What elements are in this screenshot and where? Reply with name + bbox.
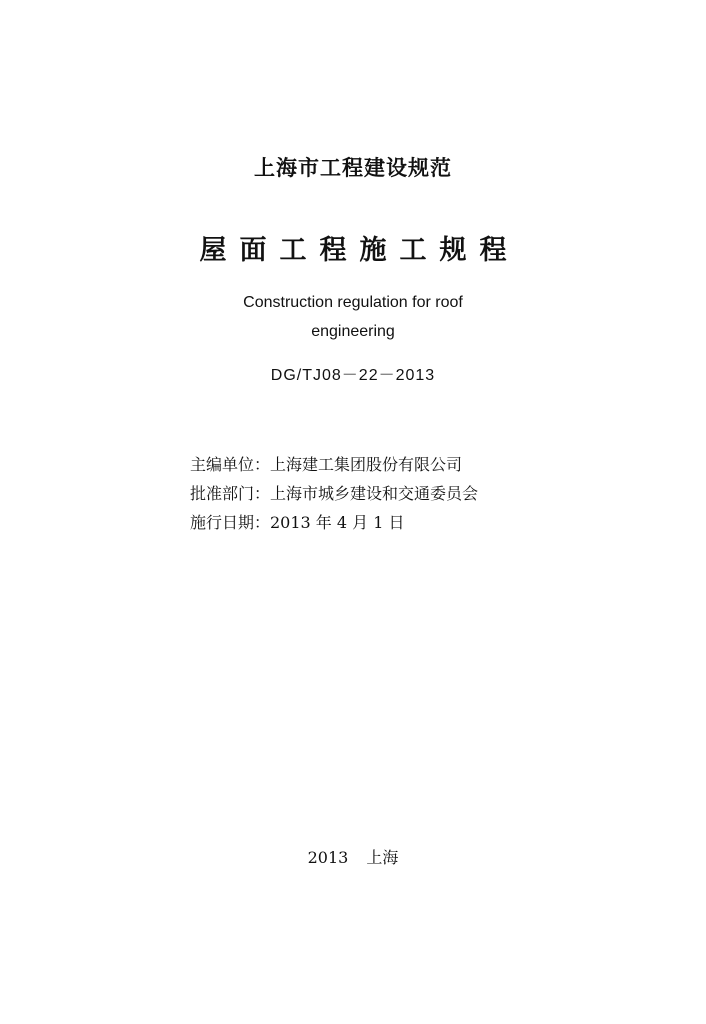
footer-year: 2013 [307,848,349,867]
english-title-line-2: engineering [311,323,395,340]
approval-department: 批准部门：上海市城乡建设和交通委员会 [190,484,479,503]
effective-date: 施行日期：2013 年 4 月 1 日 [190,513,405,532]
series-title: 上海市工程建设规范 [254,156,452,180]
document-title: 屋面工程施工规程 [199,235,520,266]
editor-unit: 主编单位：上海建工集团股份有限公司 [190,455,463,474]
english-title [0,288,706,346]
footer-imprint [0,845,706,868]
english-title-line-1: Construction regulation for roof [243,294,463,311]
standard-code: DG/TJ08－22－2013 [270,367,436,384]
publication-info [190,450,478,537]
footer-place: 上海 [366,848,399,867]
